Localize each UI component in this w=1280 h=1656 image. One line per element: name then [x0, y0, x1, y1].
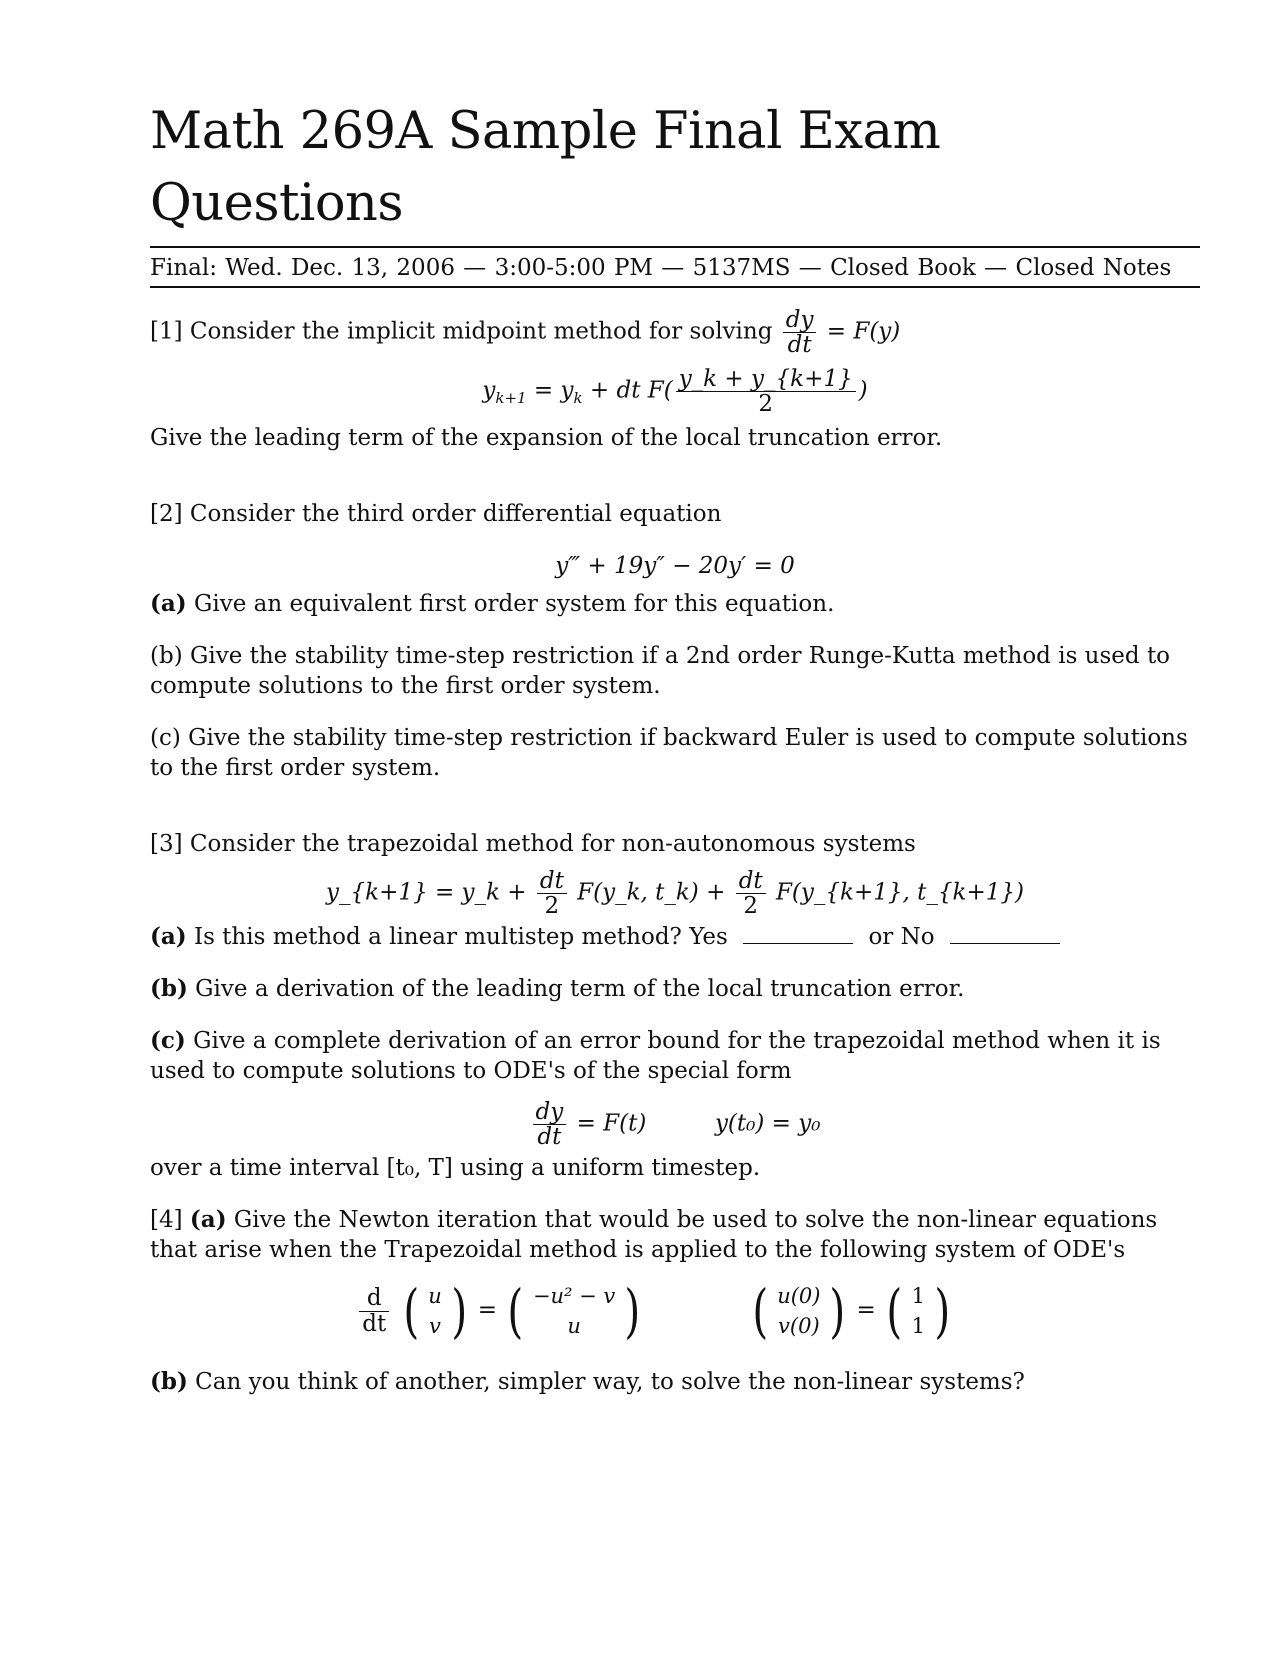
q1-eq-close: ) [858, 377, 868, 404]
q4-d-num: d [359, 1286, 389, 1311]
q1-eq-rest: + dt F( [582, 377, 673, 404]
q3-special-form [150, 1100, 1200, 1149]
q3-frac1-num: dt [537, 869, 567, 894]
q4-b-label: (b) [150, 1368, 188, 1396]
q3-frac2-den: 2 [743, 892, 758, 919]
q1-ode-num: dy [783, 308, 817, 333]
q3-number: [3] [150, 830, 183, 857]
q3-ode-fraction [533, 1100, 567, 1149]
q1-eq-lhs: y [482, 377, 496, 404]
q4-vec-ones: ( 1 1 ) [886, 1277, 951, 1346]
q4-a-text: Give the Newton iteration that would be used to solve the non-linear equations that arise when the Trapezoidal method is applied to the following system of ODE's [150, 1207, 1158, 1264]
q4-eq-1: = [477, 1297, 497, 1324]
q3-frac2 [736, 869, 766, 918]
q2-equation: y‴ + 19y″ − 20y′ = 0 [555, 552, 795, 579]
q4-vec4-top: 1 [911, 1284, 926, 1309]
q1-number: [1] [150, 318, 183, 345]
q2-part-b: (b) Give the stability time-step restriction if a 2nd order Runge-Kutta method is used to compute solutions to the first order system. [150, 642, 1171, 699]
q4-eq-2: = [856, 1297, 876, 1324]
q3-ode-rhs: = F(t) [576, 1110, 647, 1137]
q1-ode-fraction [783, 308, 817, 357]
q4-vec-uv: ( u v ) [402, 1277, 467, 1346]
exam-page [150, 96, 1200, 1397]
q1-method-equation [150, 367, 1200, 416]
exam-info: Final: Wed. Dec. 13, 2006 — 3:00-5:00 PM — 5137MS — Closed Book — Closed Notes [150, 255, 1172, 281]
q4-d-den: dt [362, 1310, 387, 1337]
q3-b-text: Give a derivation of the leading term of the local truncation error. [195, 975, 965, 1002]
q1-ode-den: dt [787, 332, 812, 359]
q4-number: [4] [150, 1207, 183, 1234]
q4-vec-rhs: ( −u² − v u ) [507, 1277, 641, 1346]
q1-ask: Give the leading term of the expansion of the local truncation error. [150, 424, 943, 451]
q3-a-label: (a) [150, 922, 187, 950]
q3-initial-condition: y(t₀) = y₀ [714, 1110, 821, 1137]
q4-system [150, 1277, 1200, 1346]
q3-ode-den: dt [537, 1123, 562, 1150]
q4-vec2-top: −u² − v [532, 1284, 616, 1309]
q1-frac-den: 2 [758, 391, 773, 418]
q1-statement [150, 308, 1200, 357]
q3-part-a [150, 922, 1200, 952]
q3-b-label: (b) [150, 974, 188, 1002]
q3-statement [150, 829, 1200, 859]
q2-text: Consider the third order differential equation [189, 500, 722, 527]
q2-statement [150, 499, 1200, 529]
q3-a-or: or No [868, 923, 935, 950]
q3-ode-num: dy [533, 1100, 567, 1125]
q3-frac2-num: dt [736, 869, 766, 894]
q4-part-a [150, 1205, 1200, 1265]
q4-vec-ic: ( u(0) v(0) ) [751, 1277, 846, 1346]
q1-eq-lhs-sub: k+1 [495, 389, 527, 408]
q3-frac1 [537, 869, 567, 918]
q3-after: over a time interval [t₀, T] using a uniform timestep. [150, 1155, 761, 1182]
q3-c-text: Give a complete derivation of an error bound for the trapezoidal method when it is used to compute solutions to ODE's of the special form [150, 1027, 1161, 1084]
q4-vec4-bottom: 1 [911, 1314, 926, 1339]
q4-part-b [150, 1367, 1200, 1397]
q3-text: Consider the trapezoidal method for non-autonomous systems [189, 830, 916, 857]
q4-vec1-v: v [429, 1314, 441, 1339]
q1-ode-rhs: = F(y) [826, 318, 901, 345]
q3-part-c [150, 1026, 1200, 1086]
q2-number: [2] [150, 500, 183, 527]
q1-frac-num: y_k + y_{k+1} [676, 367, 856, 392]
q4-derivative [359, 1286, 389, 1335]
q1-eq-mid-sub: k [573, 389, 583, 408]
q2-a-label: (a) [150, 589, 187, 617]
q3-part-b [150, 974, 1200, 1004]
q1-midpoint-fraction [676, 367, 856, 416]
q4-a-label: (a) [189, 1206, 227, 1234]
q3-eq-lhs: y_{k+1} = y_k + [326, 879, 527, 906]
q3-no-blank[interactable] [950, 925, 1060, 944]
q3-frac1-den: 2 [544, 892, 560, 919]
q3-yes-blank[interactable] [743, 925, 853, 944]
q2-part-a [150, 589, 1200, 619]
q4-b-text: Can you think of another, simpler way, to solve the non-linear systems? [195, 1369, 1025, 1396]
q3-a-text: Is this method a linear multistep method? Yes [193, 923, 728, 950]
q3-c-label: (c) [150, 1026, 186, 1054]
q4-vec2-bottom: u [567, 1314, 581, 1339]
page-title: Math 269A Sample Final Exam Questions [150, 102, 941, 233]
q4-vec3-u0: u(0) [777, 1284, 821, 1309]
q1-eq-mid: = y [526, 377, 574, 404]
q2-part-c: (c) Give the stability time-step restriction if backward Euler is used to compute solutions to the first order system. [150, 724, 1188, 781]
q2-a-text: Give an equivalent first order system for this equation. [193, 590, 835, 617]
q3-term1: F(y_k, t_k) + [577, 879, 726, 906]
q4-vec1-u: u [428, 1284, 442, 1309]
q3-method-equation [150, 869, 1200, 918]
q3-term2: F(y_{k+1}, t_{k+1}) [775, 879, 1024, 906]
q1-text: Consider the implicit midpoint method for solving [189, 318, 773, 345]
q4-vec3-v0: v(0) [778, 1314, 820, 1339]
